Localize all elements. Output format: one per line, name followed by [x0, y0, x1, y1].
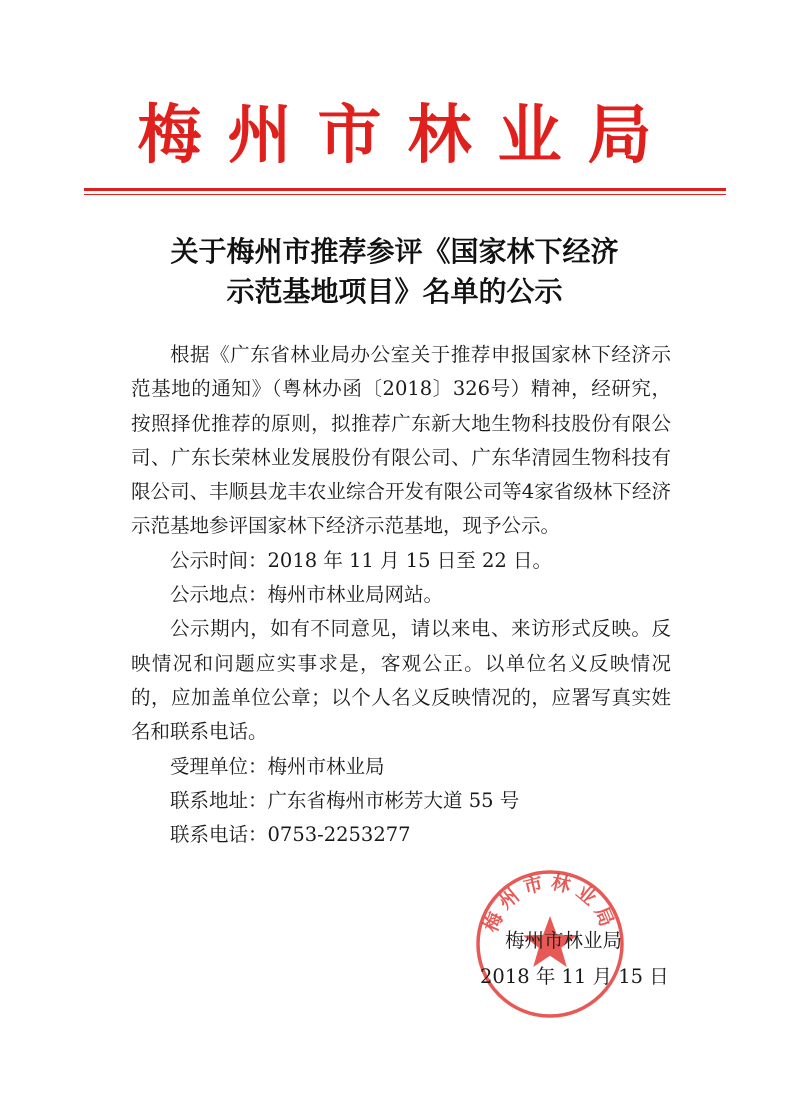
body-line-notice-time: 公示时间：2018 年 11 月 15 日至 22 日。: [170, 548, 552, 572]
masthead-org-name: 梅州市林业局: [137, 98, 678, 173]
document-title: [0, 232, 789, 312]
signature-date: 2018 年 11 月 15 日: [480, 965, 669, 988]
title-line-1: 关于梅州市推荐参评《国家林下经济: [170, 235, 619, 268]
body-line-accepting-unit: 受理单位：梅州市林业局: [170, 754, 385, 778]
title-line-2: 示范基地项目》名单的公示: [226, 275, 563, 308]
body-paragraph-recommendation: 根据《广东省林业局办公室关于推荐申报国家林下经济示范基地的通知》（粤林办函〔2018〕326号）精神，经研究，按照择优推荐的原则，拟推荐广东新大地生物科技股份有限公司、广东长荣林业发展股份有限公司、广东华清园生物科技有限公司、丰顺县龙丰农业综合开发有限公司等4家省级林下经济示范基地参评国家林下经济示范基地，现予公示。: [131, 343, 671, 538]
body-paragraph-feedback: 公示期内，如有不同意见，请以来电、来访形式反映。反映情况和问题应实事求是，客观公正。以单位名义反映情况的，应加盖单位公章；以个人名义反映情况的，应署写真实姓名和联系电话。: [131, 617, 671, 744]
seal-text: 梅州市林业局: [479, 871, 621, 936]
body-line-contact-phone: 联系电话：0753-2253277: [170, 823, 411, 847]
body-line-notice-place: 公示地点：梅州市林业局网站。: [170, 583, 444, 607]
document-body: [131, 338, 671, 852]
masthead-divider-thin: [84, 194, 726, 195]
body-line-contact-address: 联系地址：广东省梅州市彬芳大道 55 号: [170, 788, 520, 812]
signature-org: 梅州市林业局: [505, 929, 623, 952]
masthead-divider-thick: [84, 188, 726, 191]
